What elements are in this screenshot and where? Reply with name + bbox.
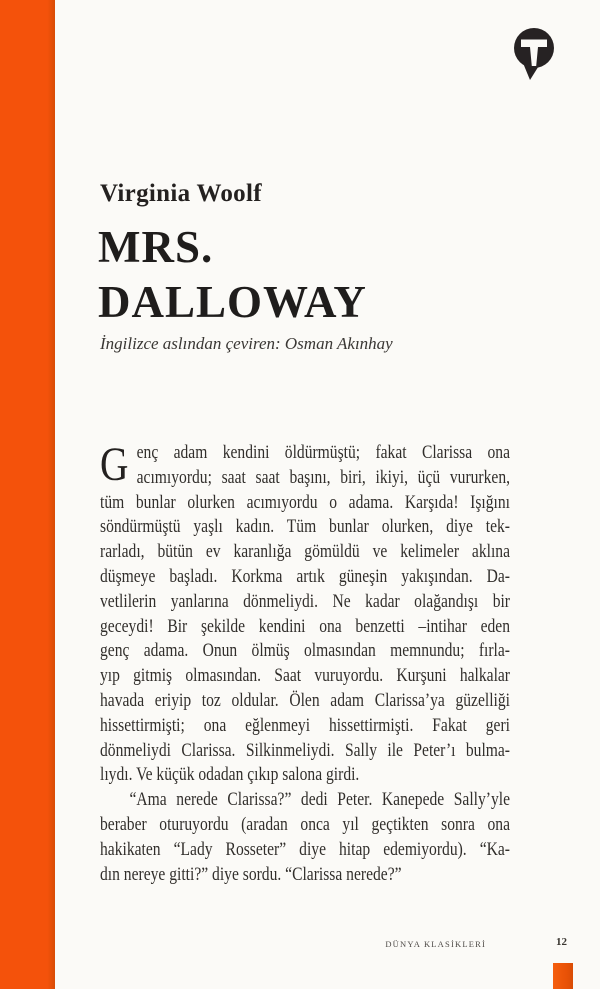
text-line: enç adam kendini öldürmüştü; fakat Clarissa ona: [136, 442, 511, 463]
paragraph1-line: havada eriyip toz oldular. Ölen adam Clarissa’ya güzelliği: [100, 689, 510, 711]
corner-accent-mark: [553, 963, 573, 989]
publisher-logo-icon: [511, 27, 557, 81]
paragraph2-line: hakikaten “Lady Rosseter” diye hitap edemiyordu). “Ka-: [100, 838, 510, 860]
paragraph1-line: düşmeye başladı. Korkma artık güneşin yakışından. Da-: [100, 565, 510, 587]
paragraph2-line: “Ama nerede Clarissa?” dedi Peter. Kanepede Sally’yle: [129, 789, 510, 811]
page-number: 12: [556, 936, 567, 948]
book-title-line1: MRS.: [98, 222, 214, 272]
paragraph2-line: dın nereye gitti?” diye sordu. “Clarissa nerede?”: [100, 863, 402, 885]
paragraph1-line: geceydi! Bir şekilde kendini ona benzetti –intihar eden: [100, 615, 510, 637]
series-label: DÜNYA KLASİKLERİ: [385, 939, 486, 949]
spine-accent-bar: [0, 0, 55, 989]
body-text: [100, 438, 511, 887]
paragraph1-line: tüm bunlar olurken acımıyordu o adama. Karşıda! Işığını: [100, 491, 510, 513]
paragraph1-line: lıydı. Ve küçük odadan çıkıp salona girdi.: [100, 764, 360, 786]
translator-credit: İngilizce aslından çeviren: Osman Akınhay: [100, 334, 393, 353]
book-title-line2: DALLOWAY: [98, 277, 367, 327]
paragraph1-line: dönmeliydi Clarissa. Silkinmeliydi. Sally ile Peter’ı bulma-: [100, 739, 510, 761]
author-name: Virginia Woolf: [100, 180, 262, 207]
book-title: [98, 220, 367, 330]
t-bubble-icon: [511, 27, 557, 81]
paragraph1-line: genç adama. Onun ölmüş olmasından memnundu; fırla-: [100, 640, 510, 662]
paragraph2-line: beraber oturuyordu (aradan onca yıl geçtikten sonra ona: [100, 813, 510, 835]
paragraph1-line: yıp gitmiş olmasından. Saat vuruyordu. Kurşuni halkalar: [100, 665, 510, 687]
paragraph1-line: vetlilerin yanlarına dönmeliydi. Ne kadar olağandışı bir: [100, 590, 510, 612]
paragraph1-line: rarladı, bütün ev karanlığa gömüldü ve kelimeler aklına: [100, 541, 510, 563]
drop-cap: G: [100, 438, 129, 491]
paragraph1-line: acımıyordu; saat saat başını, biri, ikiyi, üçü vururken,: [136, 466, 511, 488]
paragraph1-line: söndürmüştü yaşlı kadın. Tüm bunlar olurken, diye tek-: [100, 516, 510, 538]
paragraph1-line: hissettirmişti; ona eğlenmeyi hissettirmişti. Fakat geri: [100, 714, 510, 736]
